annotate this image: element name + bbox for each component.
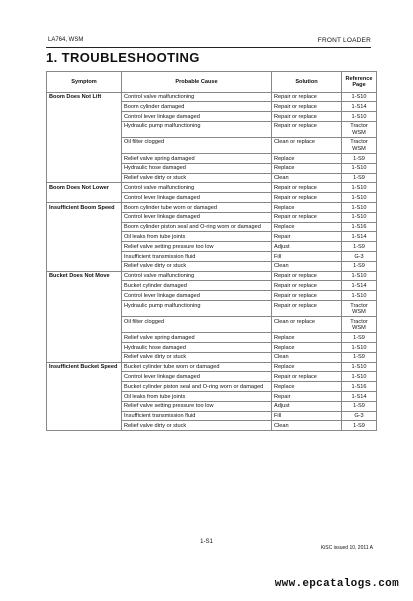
cause-cell: Boom cylinder tube worn or damaged [122,203,272,213]
solution-cell: Repair or replace [272,121,342,137]
cause-cell: Relief valve dirty or stuck [122,261,272,271]
table-row [47,92,377,102]
table-row [47,183,377,193]
cause-cell: Oil filter clogged [122,137,272,153]
solution-cell: Repair or replace [272,281,342,291]
cause-cell: Control valve malfunctioning [122,92,272,102]
solution-cell: Replace [272,362,342,372]
table-row [47,362,377,372]
cause-cell: Bucket cylinder damaged [122,281,272,291]
cause-cell: Control valve malfunctioning [122,183,272,193]
cause-cell: Hydraulic pump malfunctioning [122,301,272,317]
reference-cell: 1-S10 [342,291,377,301]
solution-cell: Replace [272,222,342,232]
reference-cell: 1-S9 [342,261,377,271]
cause-cell: Relief valve spring damaged [122,333,272,343]
cause-cell: Oil filter clogged [122,317,272,333]
page-number: 1-S1 [200,539,213,545]
cause-cell: Hydraulic hose damaged [122,343,272,353]
cause-cell: Bucket cylinder tube worn or damaged [122,362,272,372]
solution-cell: Repair [272,392,342,402]
table-row [47,271,377,281]
cause-cell: Hydraulic pump malfunctioning [122,121,272,137]
cause-cell: Control lever linkage damaged [122,193,272,203]
reference-cell: 1-S10 [342,92,377,102]
symptom-cell: Bucket Does Not Move [47,271,122,362]
reference-cell: 1-S9 [342,154,377,164]
reference-cell: 1-S10 [342,163,377,173]
reference-cell: 1-S10 [342,372,377,382]
solution-cell: Clean [272,173,342,183]
troubleshooting-table-wrap [46,71,376,431]
reference-cell: Tractor WSM [342,137,377,153]
reference-cell: 1-S14 [342,281,377,291]
header-reference-page: Reference Page [342,72,377,93]
symptom-cell: Boom Does Not Lower [47,183,122,203]
header-rule [46,47,371,48]
reference-cell: 1-S10 [342,193,377,203]
reference-cell: 1-S10 [342,271,377,281]
reference-cell: 1-S14 [342,102,377,112]
reference-cell: Tractor WSM [342,317,377,333]
solution-cell: Replace [272,203,342,213]
solution-cell: Fill [272,252,342,262]
cause-cell: Relief valve dirty or stuck [122,352,272,362]
reference-cell: 1-S10 [342,212,377,222]
solution-cell: Replace [272,154,342,164]
cause-cell: Control valve malfunctioning [122,271,272,281]
solution-cell: Clean [272,261,342,271]
reference-cell: 1-S14 [342,392,377,402]
solution-cell: Repair or replace [272,92,342,102]
reference-cell: 1-S9 [342,333,377,343]
solution-cell: Repair or replace [272,183,342,193]
page-title: 1. TROUBLESHOOTING [46,50,200,65]
cause-cell: Insufficient transmission fluid [122,411,272,421]
reference-cell: 1-S10 [342,362,377,372]
header-symptom: Symptom [47,72,122,93]
solution-cell: Clean or replace [272,317,342,333]
solution-cell: Repair or replace [272,193,342,203]
reference-cell: 1-S16 [342,222,377,232]
solution-cell: Clean [272,352,342,362]
cause-cell: Control lever linkage damaged [122,291,272,301]
solution-cell: Clean [272,421,342,431]
solution-cell: Repair or replace [272,301,342,317]
cause-cell: Boom cylinder piston seal and O-ring worn or damaged [122,222,272,232]
reference-cell: 1-S10 [342,112,377,122]
solution-cell: Adjust [272,401,342,411]
solution-cell: Adjust [272,242,342,252]
reference-cell: 1-S9 [342,173,377,183]
symptom-cell: Insufficient Boom Speed [47,203,122,272]
cause-cell: Insufficient transmission fluid [122,252,272,262]
reference-cell: Tractor WSM [342,301,377,317]
table-row [47,203,377,213]
cause-cell: Relief valve spring damaged [122,154,272,164]
watermark: www.epcatalogs.com [274,578,399,590]
solution-cell: Repair or replace [272,102,342,112]
reference-cell: 1-S14 [342,232,377,242]
cause-cell: Oil leaks from tube joints [122,232,272,242]
solution-cell: Repair or replace [272,372,342,382]
table-body [47,92,377,431]
cause-cell: Control lever linkage damaged [122,212,272,222]
cause-cell: Oil leaks from tube joints [122,392,272,402]
solution-cell: Replace [272,163,342,173]
reference-cell: Tractor WSM [342,121,377,137]
solution-cell: Clean or replace [272,137,342,153]
solution-cell: Replace [272,343,342,353]
solution-cell: Repair or replace [272,212,342,222]
cause-cell: Relief valve dirty or stuck [122,173,272,183]
reference-cell: 1-S9 [342,421,377,431]
reference-cell: 1-S9 [342,242,377,252]
reference-cell: 1-S10 [342,183,377,193]
symptom-cell: Boom Does Not Lift [47,92,122,183]
reference-cell: 1-S16 [342,382,377,392]
solution-cell: Fill [272,411,342,421]
solution-cell: Replace [272,382,342,392]
reference-cell: 1-S10 [342,343,377,353]
issue-note: KiSC issued 10, 2011 A [320,545,373,551]
reference-cell: 1-S9 [342,352,377,362]
reference-cell: 1-S10 [342,203,377,213]
cause-cell: Control lever linkage damaged [122,372,272,382]
solution-cell: Repair or replace [272,112,342,122]
table-header-row [47,72,377,93]
solution-cell: Repair or replace [272,271,342,281]
solution-cell: Repair or replace [272,291,342,301]
header-section: FRONT LOADER [317,37,371,44]
reference-cell: G-3 [342,411,377,421]
solution-cell: Replace [272,333,342,343]
header-probable-cause: Probable Cause [122,72,272,93]
reference-cell: G-3 [342,252,377,262]
cause-cell: Boom cylinder damaged [122,102,272,112]
cause-cell: Relief valve setting pressure too low [122,242,272,252]
solution-cell: Repair [272,232,342,242]
symptom-cell: Insufficient Bucket Speed [47,362,122,431]
cause-cell: Relief valve setting pressure too low [122,401,272,411]
cause-cell: Relief valve dirty or stuck [122,421,272,431]
troubleshooting-table [46,71,377,431]
header-model: LA764, WSM [48,37,84,43]
reference-cell: 1-S9 [342,401,377,411]
cause-cell: Hydraulic hose damaged [122,163,272,173]
cause-cell: Control lever linkage damaged [122,112,272,122]
cause-cell: Bucket cylinder piston seal and O-ring worn or damaged [122,382,272,392]
header-solution: Solution [272,72,342,93]
